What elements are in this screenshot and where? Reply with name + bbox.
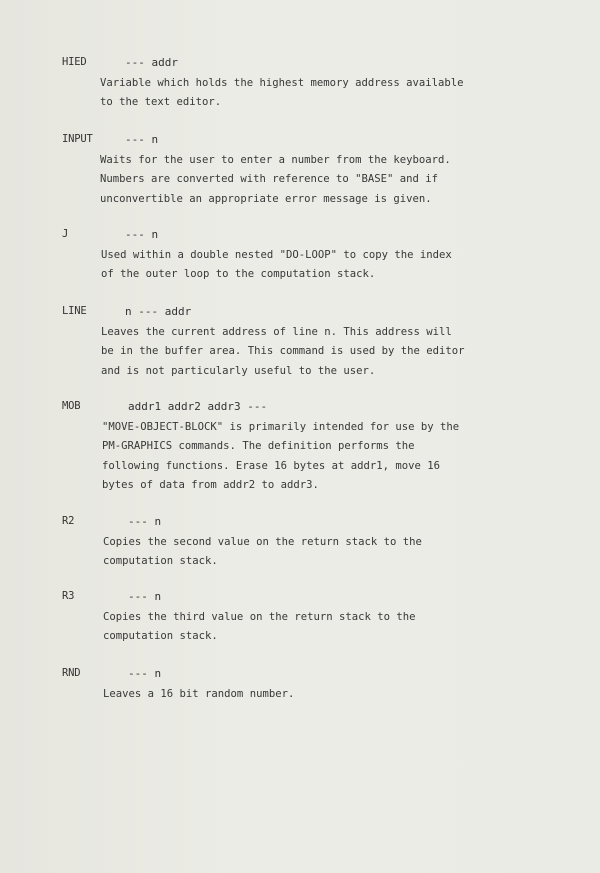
entry-word: LINE bbox=[62, 305, 87, 317]
entry-description bbox=[103, 685, 294, 704]
description-line: be in the buffer area. This command is used by the editor bbox=[101, 345, 465, 358]
description-line: Leaves the current address of line n. This address will bbox=[101, 326, 452, 338]
description-line: to the text editor. bbox=[100, 96, 222, 109]
description-line: "MOVE-OBJECT-BLOCK" is primarily intended for use by the bbox=[102, 421, 460, 433]
entry-word: MOB bbox=[62, 400, 81, 412]
entry-word: INPUT bbox=[62, 133, 93, 145]
entry-description bbox=[103, 533, 422, 572]
description-line: of the outer loop to the computation stack. bbox=[101, 268, 376, 281]
description-line: Numbers are converted with reference to "BASE" and if bbox=[100, 173, 439, 186]
entry-description bbox=[101, 323, 465, 381]
entry-description bbox=[103, 608, 416, 647]
entry-description bbox=[100, 74, 464, 113]
description-line: Used within a double nested "DO-LOOP" to copy the index bbox=[101, 249, 452, 261]
stack-effect: --- addr bbox=[125, 56, 178, 69]
description-line: and is not particularly useful to the user. bbox=[101, 364, 376, 377]
description-line: Variable which holds the highest memory address available bbox=[100, 77, 464, 89]
entry-word: R2 bbox=[62, 515, 75, 527]
description-line: Copies the second value on the return stack to the bbox=[103, 536, 422, 548]
description-line: Leaves a 16 bit random number. bbox=[103, 688, 295, 700]
entry-word: R3 bbox=[62, 590, 75, 602]
entry-description bbox=[101, 246, 452, 285]
entry-word: J bbox=[62, 228, 69, 240]
stack-effect: --- n bbox=[125, 133, 159, 146]
stack-effect: n --- addr bbox=[125, 305, 192, 318]
entry-description bbox=[100, 151, 451, 209]
stack-effect: addr1 addr2 addr3 --- bbox=[128, 400, 268, 413]
stack-effect: --- n bbox=[128, 590, 162, 603]
description-line: PM-GRAPHICS commands. The definition performs the bbox=[102, 440, 415, 453]
description-line: computation stack. bbox=[103, 630, 218, 643]
description-line: computation stack. bbox=[103, 555, 218, 568]
stack-effect: --- n bbox=[128, 667, 162, 680]
description-line: Waits for the user to enter a number from the keyboard. bbox=[100, 154, 451, 166]
entry-description bbox=[102, 418, 459, 496]
description-line: Copies the third value on the return stack to the bbox=[103, 611, 416, 623]
description-line: unconvertible an appropriate error message is given. bbox=[100, 192, 432, 205]
description-line: bytes of data from addr2 to addr3. bbox=[102, 479, 319, 492]
entry-word: RND bbox=[62, 667, 81, 679]
entry-word: HIED bbox=[62, 56, 87, 68]
stack-effect: --- n bbox=[128, 515, 162, 528]
stack-effect: --- n bbox=[125, 228, 159, 241]
description-line: following functions. Erase 16 bytes at addr1, move 16 bbox=[102, 459, 441, 472]
